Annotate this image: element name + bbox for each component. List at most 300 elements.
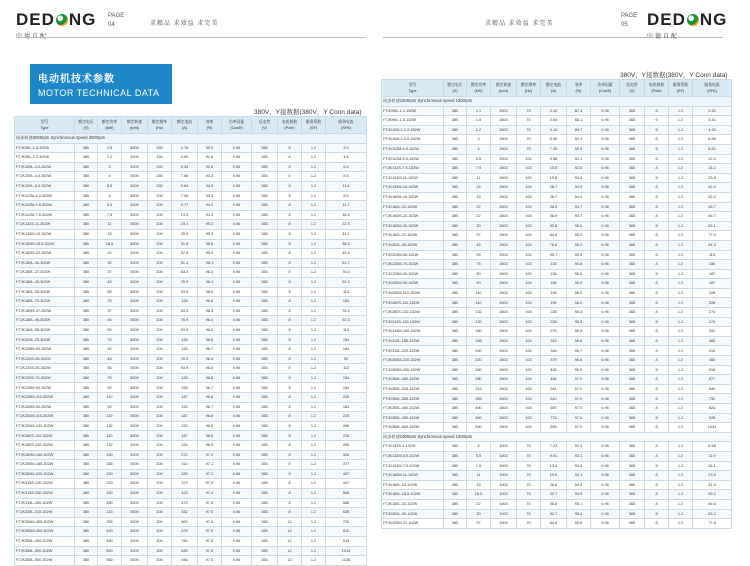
table-row [15,249,367,259]
table-row [15,345,367,355]
value-cell: 0.96 [222,450,252,460]
value-cell: 93.6 [567,173,591,183]
value-cell: 200 [148,191,172,201]
value-cell: 1.2 [669,404,693,414]
table-row [382,298,732,308]
value-cell: 532 [172,508,198,518]
value-cell: 100 [517,221,541,231]
value-cell: 2.76 [172,143,198,153]
value-cell: 8 [645,413,669,423]
value-cell: 100 [517,202,541,212]
value-cell: 97.5 [198,517,222,527]
value-cell: 6 [278,172,302,182]
value-cell: 2.2 [98,153,122,163]
value-cell: 110 [98,412,122,422]
value-cell: 1.2 [669,279,693,289]
table-row [382,173,732,183]
value-cell: 225 [326,393,367,403]
model-cell: FTJK355L-355-152W [382,394,444,404]
value-cell: 1.2 [302,508,326,518]
value-cell: 365 [252,287,278,297]
value-cell: 0.96 [222,277,252,287]
value-cell: 132 [467,317,491,327]
column-header-en: (%) [575,89,582,93]
value-cell: 1.2 [302,556,326,566]
model-cell: FTJK355M-400-302W [15,527,75,537]
value-cell: 96.1 [198,258,222,268]
value-cell: 220 [467,356,491,366]
value-cell: 365 [252,268,278,278]
value-cell: 156 [541,269,567,279]
value-cell: 355 [467,394,491,404]
value-cell: 22.9 [326,220,367,230]
value-cell: 1500 [491,269,517,279]
value-cell: 365 [252,345,278,355]
value-cell: 1000 [491,509,517,519]
value-cell: 0.96 [222,220,252,230]
value-cell: 96.9 [198,441,222,451]
model-cell: FTJK280M-185-302W [15,460,75,470]
value-cell: 380 [75,546,98,556]
value-cell: 220 [98,479,122,489]
value-cell: 3000 [122,335,148,345]
value-cell: 380 [75,460,98,470]
value-cell: 315 [467,384,491,394]
value-cell: 365 [620,365,645,375]
value-cell: 3000 [122,498,148,508]
value-cell: 365 [252,479,278,489]
column-header [15,117,75,134]
value-cell: 75 [517,144,541,154]
table-row [382,461,732,471]
column-header [541,80,567,97]
model-cell: FTJK280S-132-302W [15,441,75,451]
value-cell: 0.96 [591,519,620,529]
value-cell: 45 [98,277,122,287]
table-row [382,144,732,154]
value-cell: 380 [444,499,467,509]
value-cell: 380 [444,442,467,452]
value-cell: 365 [620,451,645,461]
group-label: 同步转速1000rpm Synchronous speed 1000rpm [382,432,732,442]
table-row [382,240,732,250]
value-cell: 3000 [122,412,148,422]
value-cell: 19.8 [541,173,567,183]
value-cell: 1.2 [669,519,693,529]
value-cell: 37 [98,306,122,316]
value-cell: 187 [693,279,732,289]
table-row [15,354,367,364]
value-cell: 97.2 [198,469,222,479]
value-cell: 1014 [326,546,367,556]
column-header-cn: 效率 [205,120,214,124]
value-cell: 1.2 [302,172,326,182]
value-cell: 45 [98,354,122,364]
value-cell: 228 [693,298,732,308]
value-cell: 96.7 [198,402,222,412]
value-cell: 200 [148,364,172,374]
right-page [375,0,750,526]
model-cell: FTJK315S-250-302W [15,488,75,498]
value-cell: 380 [75,287,98,297]
value-cell: 93.6 [567,461,591,471]
value-cell: 30 [467,509,491,519]
value-cell: 225 [326,412,367,422]
value-cell: 365 [620,461,645,471]
table-row [15,527,367,537]
table-row [15,498,367,508]
value-cell: 8.68 [693,442,732,452]
value-cell: 380 [444,480,467,490]
value-cell: 1.2 [302,469,326,479]
value-cell: 97.0 [567,413,591,423]
value-cell: 380 [444,413,467,423]
value-cell: 365 [620,519,645,529]
value-cell: 1.2 [669,423,693,433]
value-cell: 4.92 [693,125,732,135]
value-cell: 365 [620,356,645,366]
value-cell: 0.96 [591,221,620,231]
value-cell: 200 [148,450,172,460]
table-row [382,269,732,279]
value-cell: 200 [148,316,172,326]
value-cell: 0.96 [591,154,620,164]
value-cell: 577 [693,375,732,385]
value-cell: 225 [326,431,367,441]
value-cell: 55 [98,287,122,297]
value-cell: 773 [541,413,567,423]
table-row [382,125,732,135]
value-cell: 365 [252,441,278,451]
value-cell: 150 [148,153,172,163]
value-cell: 430 [541,365,567,375]
table-row [15,210,367,220]
value-cell: 4.00 [172,153,198,163]
value-cell: 200 [148,412,172,422]
model-cell: FTJK225M-90-302W [15,345,75,355]
column-header-cn: 额定功率 [101,120,118,124]
value-cell: 946 [172,556,198,566]
value-cell: 22 [467,499,491,509]
value-cell: 0.96 [591,298,620,308]
table-row [382,154,732,164]
value-cell: 3000 [122,450,148,460]
value-cell: 0.96 [591,279,620,289]
value-cell: 0.96 [222,508,252,518]
value-cell: 315 [98,508,122,518]
value-cell: 92.3 [326,277,367,287]
value-cell: 0.96 [591,356,620,366]
value-cell: 365 [252,258,278,268]
value-cell: 8 [645,404,669,414]
value-cell: 1500 [491,356,517,366]
value-cell: 380 [75,239,98,249]
value-cell: 541 [541,384,567,394]
value-cell: 200 [148,488,172,498]
value-cell: 0.96 [591,413,620,423]
value-cell: 8 [278,373,302,383]
value-cell: 190 [541,288,567,298]
value-cell: 6 [278,181,302,191]
value-cell: 0.96 [591,404,620,414]
value-cell: 92.6 [567,164,591,174]
value-cell: 280 [467,375,491,385]
value-cell: 45 [98,316,122,326]
value-cell: 3000 [122,393,148,403]
value-cell: 380 [75,345,98,355]
value-cell: 365 [620,384,645,394]
value-cell: 76.0 [326,268,367,278]
value-cell: 1500 [491,183,517,193]
value-cell: 824 [693,404,732,414]
value-cell: 1.2 [302,345,326,355]
model-cell: FTJK225S-75-302W [15,373,75,383]
value-cell: 94.0 [567,183,591,193]
value-cell: 96.5 [198,287,222,297]
value-cell: 3000 [122,556,148,566]
value-cell: 200 [148,268,172,278]
value-cell: 365 [252,460,278,470]
value-cell: 187 [172,412,198,422]
value-cell: 110 [467,288,491,298]
value-cell: 8 [278,239,302,249]
value-cell: 380 [444,240,467,250]
value-cell: 250 [98,488,122,498]
value-cell: 3000 [122,201,148,211]
value-cell: 560 [98,556,122,566]
value-cell: 380 [75,277,98,287]
value-cell: 380 [75,508,98,518]
table-row [382,279,732,289]
value-cell: 3000 [122,469,148,479]
value-cell: 1.2 [669,317,693,327]
value-cell: 132 [467,308,491,318]
tagline: 求精品 求效益 求完美 [485,21,554,27]
table-row [15,239,367,249]
value-cell: 1500 [491,231,517,241]
value-cell: 380 [444,509,467,519]
value-cell: 128 [172,373,198,383]
model-cell: FTJK280S-110-302W [15,431,75,441]
value-cell: 75 [517,125,541,135]
value-cell: 380 [444,317,467,327]
table-row [382,499,732,509]
value-cell: 1.2 [669,260,693,270]
value-cell: 1500 [491,221,517,231]
value-cell: 0.96 [591,269,620,279]
table-row [15,220,367,230]
value-cell: 1.2 [302,354,326,364]
value-cell: 31.8 [172,239,198,249]
value-cell: 100 [517,240,541,250]
value-cell: 0.96 [591,173,620,183]
value-cell: 1.2 [669,135,693,145]
table-row [382,192,732,202]
model-cell: FTJK90L-1.5-302W [15,143,75,153]
column-header-en: (V) [629,89,635,93]
model-cell: FTJK132M-15-302W [15,229,75,239]
value-cell: 365 [252,306,278,316]
brand-name: DED NG [647,10,728,29]
value-cell: 1.2 [669,336,693,346]
value-cell: 184 [326,383,367,393]
value-cell: 75 [98,373,122,383]
column-header [382,80,444,97]
value-cell: 8 [645,442,669,452]
value-cell: 1500 [491,413,517,423]
value-cell: 200 [148,431,172,441]
value-cell: 365 [620,173,645,183]
left-page [0,0,375,563]
value-cell: 92.1 [567,154,591,164]
table-row [15,517,367,527]
value-cell: 93.3 [198,172,222,182]
value-cell: 380 [75,556,98,566]
table-row [382,308,732,318]
value-cell: 300 [148,556,172,566]
model-cell: FTJK315S-220-302W [15,479,75,489]
value-cell: 345 [541,346,567,356]
value-cell: 8 [278,383,302,393]
value-cell: 63.3 [172,268,198,278]
value-cell: 365 [620,221,645,231]
value-cell: 380 [444,135,467,145]
model-cell: FTJK100L1-2.2-152W [382,125,444,135]
value-cell: 365 [620,144,645,154]
value-cell: 380 [75,364,98,374]
value-cell: 1.2 [302,393,326,403]
value-cell: 447 [326,479,367,489]
value-cell: 26.7 [541,183,567,193]
value-cell: 132 [98,441,122,451]
value-cell: 380 [75,201,98,211]
model-cell: FTJK132S-11-302W [15,220,75,230]
value-cell: 400 [467,404,491,414]
column-header-en: (V) [83,126,89,130]
value-cell: 1.2 [669,192,693,202]
value-cell: 97.5 [198,527,222,537]
value-cell: 8 [645,509,669,519]
value-cell: 94.9 [567,490,591,500]
value-cell: 1.2 [302,402,326,412]
value-cell: 8 [278,508,302,518]
value-cell: 365 [252,277,278,287]
value-cell: 0.96 [222,527,252,537]
table-row [382,442,732,452]
table-row [382,365,732,375]
value-cell: 8 [278,450,302,460]
table-row [15,421,367,431]
value-cell: 0.96 [222,536,252,546]
table-row [15,479,367,489]
value-cell: 0.96 [222,345,252,355]
value-cell: 1.2 [302,277,326,287]
value-cell: 95.9 [198,249,222,259]
value-cell: 3000 [122,364,148,374]
value-cell: 8 [278,249,302,259]
page-label: PAGE [108,13,125,19]
value-cell: 6 [278,153,302,163]
column-header [645,80,669,97]
value-cell: 380 [75,249,98,259]
column-header-cn: 额定电压 [78,120,94,124]
value-cell: 95.3 [198,229,222,239]
value-cell: 15 [98,229,122,239]
column-header-cn: 额定转速 [495,83,512,87]
value-cell: 55 [98,364,122,374]
value-cell: 95.0 [198,220,222,230]
value-cell: 90 [98,345,122,355]
value-cell: 365 [620,480,645,490]
value-cell: 365 [620,327,645,337]
value-cell: 113 [326,364,367,374]
value-cell: 280 [98,498,122,508]
model-cell: FTJK132S-4-102W [382,442,444,452]
column-header [693,80,732,97]
column-header-en: (Pole) [651,89,662,93]
value-cell: 610 [541,394,567,404]
value-cell: 8 [278,258,302,268]
value-cell: 8 [645,336,669,346]
value-cell: 97.5 [198,536,222,546]
column-header-en: (%) [206,126,213,130]
table-row [15,412,367,422]
value-cell: 0.96 [591,212,620,222]
value-cell: 3000 [122,143,148,153]
value-cell: 38.9 [541,202,567,212]
value-cell: 96.8 [198,431,222,441]
value-cell: 0.96 [222,162,252,172]
value-cell: 200 [148,345,172,355]
value-cell: 8 [645,423,669,433]
value-cell: 8 [278,297,302,307]
value-cell: 1.2 [302,181,326,191]
value-cell: 1500 [491,240,517,250]
value-cell: 365 [252,412,278,422]
table-row [382,164,732,174]
value-cell: 100 [517,308,541,318]
value-cell: 37 [467,231,491,241]
value-cell: 15 [467,480,491,490]
value-cell: 0.96 [591,164,620,174]
value-cell: 8 [645,202,669,212]
value-cell: 380 [75,191,98,201]
value-cell: 8 [645,490,669,500]
value-cell: 380 [444,336,467,346]
value-cell: 90 [98,383,122,393]
value-cell: 1.2 [669,202,693,212]
value-cell: 8 [278,229,302,239]
table-row [382,106,732,116]
value-cell: 100 [517,212,541,222]
value-cell: 365 [252,421,278,431]
value-cell: 97.5 [198,546,222,556]
table-row [15,229,367,239]
value-cell: 1.2 [302,431,326,441]
table-row [382,490,732,500]
model-cell: FTJK355L-500-302W [15,546,75,556]
value-cell: 1.2 [302,498,326,508]
value-cell: 75 [517,480,541,490]
table-row [15,306,367,316]
model-cell: FTJK200L-45-152W [382,240,444,250]
value-cell: 52.6 [541,221,567,231]
column-header-en: (Hz) [155,126,164,130]
value-cell: 380 [75,354,98,364]
value-cell: 3000 [122,210,148,220]
value-cell: 1000 [491,490,517,500]
value-cell: 0.96 [591,317,620,327]
